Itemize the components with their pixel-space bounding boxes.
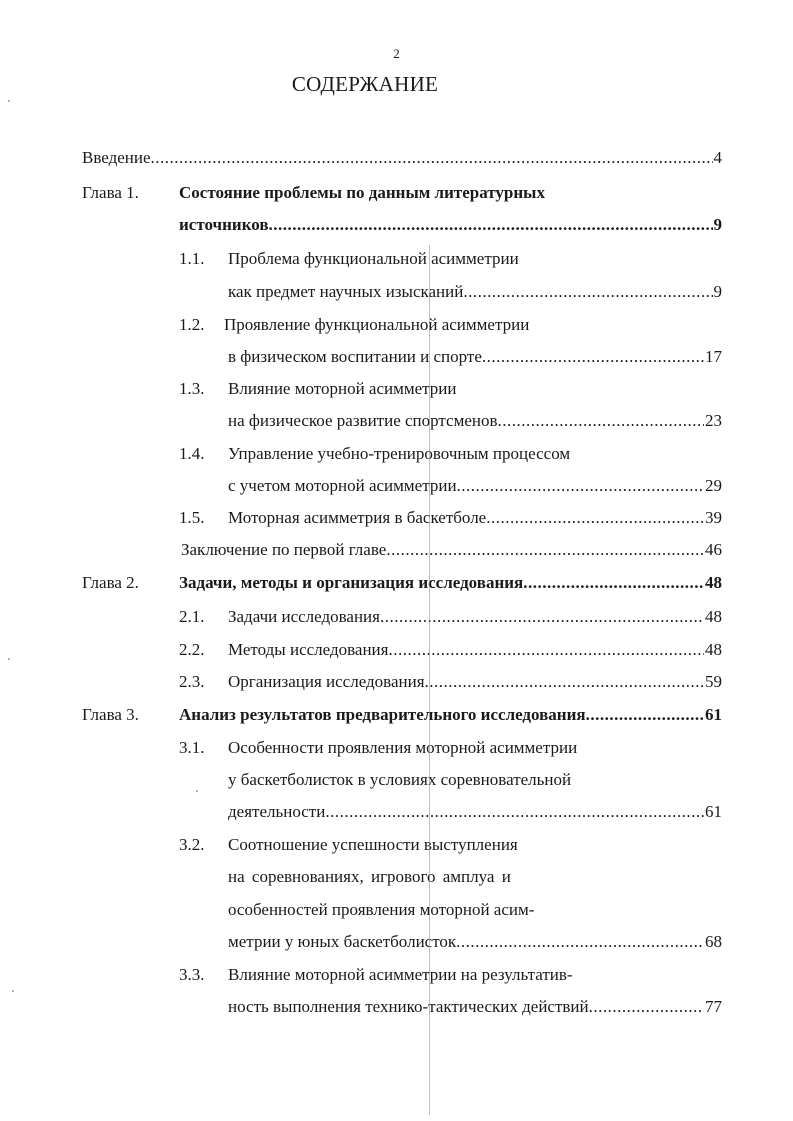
toc-entry-1-3: [228, 410, 722, 432]
toc-entry-1-4: [228, 475, 722, 497]
toc-page-number: 61: [705, 705, 722, 724]
toc-page-number: 39: [705, 508, 722, 527]
toc-entry-text: Введение: [82, 148, 151, 167]
toc-page-number: 48: [705, 607, 722, 626]
toc-entry-3-3: [228, 996, 722, 1018]
toc-page-number: 23: [705, 411, 722, 430]
section-title-cont: у баскетболисток в условиях соревновательной: [228, 770, 572, 789]
page-title: СОДЕРЖАНИЕ: [291, 72, 439, 96]
dot-leader: [386, 539, 704, 561]
section-title: Влияние моторной асимметрии на результатив-: [228, 965, 573, 984]
section-title: Организация исследования: [228, 672, 425, 691]
section-title: Особенности проявления моторной асимметрии: [228, 738, 578, 757]
page-number: 2: [393, 46, 400, 61]
chapter-label: Глава 2.: [82, 573, 139, 592]
toc-page-number: 61: [705, 802, 722, 821]
section-title: Управление учебно-тренировочным процессом: [228, 444, 571, 463]
dot-leader: [586, 704, 704, 726]
section-title-cont: с учетом моторной асимметрии: [228, 476, 457, 495]
toc-entry-text: Заключение по первой главе: [181, 540, 387, 559]
section-title-cont: ность выполнения технико-тактических действий: [228, 997, 589, 1016]
section-title: Проявление функциональной асимметрии: [224, 315, 530, 334]
toc-entry-2-2: [228, 639, 722, 661]
toc-entry-3-2: [228, 931, 722, 953]
dot-leader: [457, 475, 704, 497]
section-number: 2.3.: [179, 672, 205, 691]
toc-page-number: 48: [705, 640, 722, 659]
section-number: 3.1.: [179, 738, 205, 757]
section-title: Задачи исследования: [228, 607, 380, 626]
toc-entry-conclusion: [181, 539, 722, 561]
toc-entry-1-1: [228, 281, 722, 303]
section-title-cont: на физическое развитие спортсменов: [228, 411, 498, 430]
section-title: Соотношение успешности выступления: [228, 835, 518, 854]
dot-leader: [463, 281, 712, 303]
chapter-title: Состояние проблемы по данным литературных: [179, 183, 545, 202]
section-title-cont: особенностей проявления моторной асим-: [228, 900, 535, 919]
toc-entry-3-1: [228, 801, 722, 823]
dot-leader: [486, 507, 704, 529]
dot-leader: [325, 801, 704, 823]
chapter-title: Задачи, методы и организация исследования: [179, 573, 524, 592]
section-number: 1.2.: [179, 315, 205, 334]
toc-entry-chapter-1: [179, 214, 722, 236]
section-number: 3.2.: [179, 835, 205, 854]
chapter-title: Анализ результатов предварительного исследования: [179, 705, 586, 724]
section-number: 2.1.: [179, 607, 205, 626]
toc-page-number: 9: [713, 215, 722, 234]
section-title-cont: деятельности: [228, 802, 326, 821]
toc-page-number: 59: [705, 672, 722, 691]
toc-page-number: 9: [713, 282, 722, 301]
toc-page-number: 48: [705, 573, 722, 592]
toc-page-number: 17: [705, 347, 722, 366]
scan-speck: [8, 658, 10, 660]
section-number: 2.2.: [179, 640, 205, 659]
toc-page-number: 46: [705, 540, 722, 559]
scan-fold-line: [429, 245, 430, 1115]
dot-leader: [425, 671, 704, 693]
toc-page-number: 4: [713, 148, 722, 167]
toc-entry-1-5: [228, 507, 722, 529]
scan-speck: [8, 100, 10, 102]
toc-page-number: 29: [705, 476, 722, 495]
dot-leader: [498, 410, 704, 432]
section-title-cont: как предмет научных изысканий: [228, 282, 464, 301]
scan-speck: [12, 990, 14, 992]
section-number: 3.3.: [179, 965, 205, 984]
dot-leader: [456, 931, 704, 953]
chapter-label: Глава 1.: [82, 183, 139, 202]
section-title: Моторная асимметрия в баскетболе: [228, 508, 487, 527]
section-title-cont: метрии у юных баскетболисток: [228, 932, 457, 951]
toc-page-number: 77: [705, 997, 722, 1016]
toc-entry-intro: [82, 147, 722, 169]
section-title-cont: в физическом воспитании и спорте: [228, 347, 482, 366]
dot-leader: [269, 214, 713, 236]
section-title: Методы исследования: [228, 640, 389, 659]
toc-entry-2-1: [228, 606, 722, 628]
section-title: Проблема функциональной асимметрии: [228, 249, 519, 268]
section-number: 1.5.: [179, 508, 205, 527]
toc-entry-2-3: [228, 671, 722, 693]
chapter-title-cont: источников: [179, 215, 269, 234]
toc-entry-chapter-2: [179, 572, 722, 594]
toc-entry-1-2: [228, 346, 722, 368]
section-number: 1.3.: [179, 379, 205, 398]
dot-leader: [589, 996, 704, 1018]
dot-leader: [151, 147, 713, 169]
toc-page-number: 68: [705, 932, 722, 951]
section-title-cont: на соревнованиях, игрового амплуа и: [228, 867, 511, 886]
dot-leader: [482, 346, 704, 368]
section-number: 1.1.: [179, 249, 205, 268]
dot-leader: [523, 572, 704, 594]
scan-speck: [196, 790, 198, 792]
dot-leader: [388, 639, 704, 661]
toc-entry-chapter-3: [179, 704, 722, 726]
chapter-label: Глава 3.: [82, 705, 139, 724]
section-title: Влияние моторной асимметрии: [228, 379, 457, 398]
section-number: 1.4.: [179, 444, 205, 463]
